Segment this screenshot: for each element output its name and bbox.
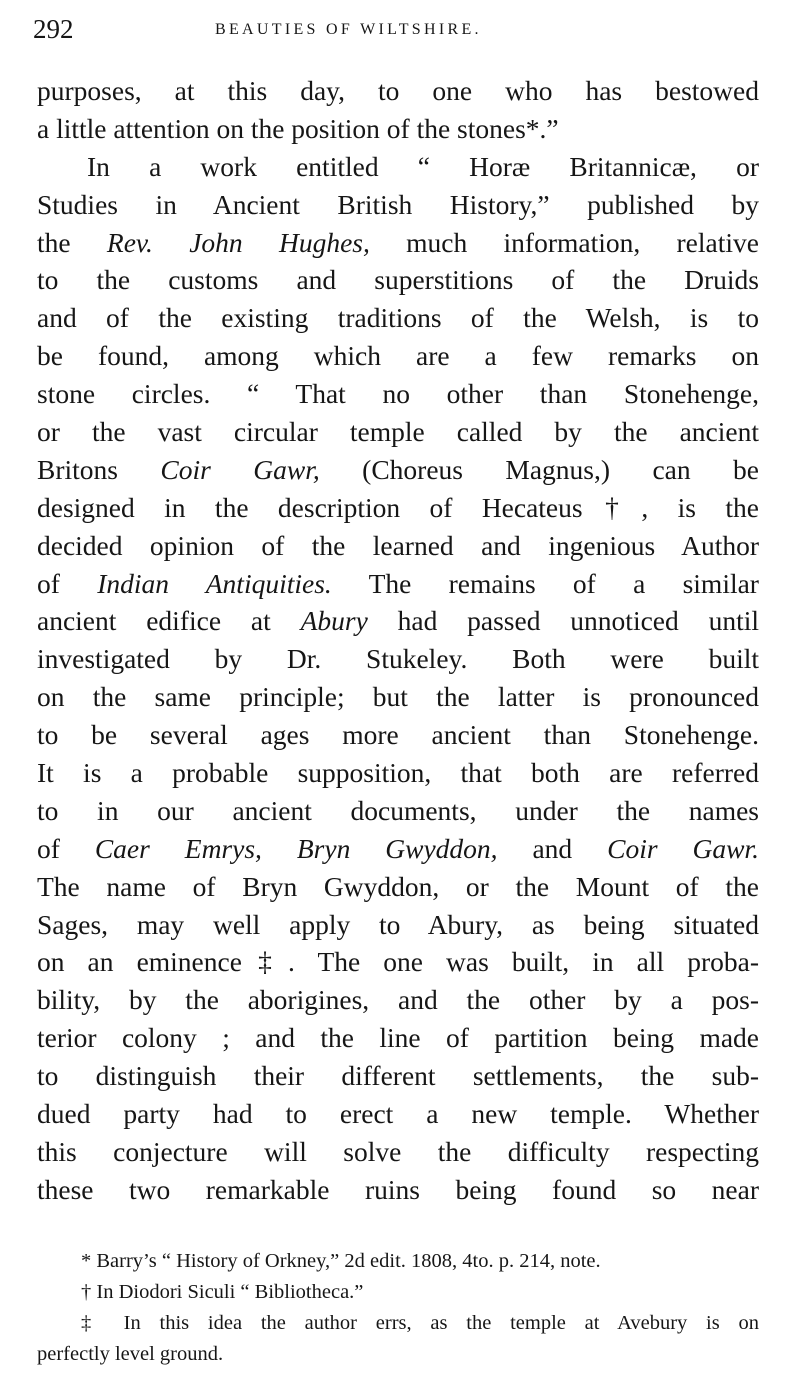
text-segment: and of the existing traditions of the Welsh, is to [37, 302, 759, 334]
body-text [37, 72, 759, 1209]
text-segment: In a work entitled “ Horæ Britannicæ, or [87, 150, 759, 182]
text-line [37, 1171, 759, 1209]
text-line [37, 868, 759, 906]
text-segment: be found, among which are a few remarks on [37, 340, 759, 372]
text-line [37, 375, 759, 413]
text-segment: to the customs and superstitions of the Druids [37, 264, 759, 296]
text-segment: stone circles. “ That no other than Stonehenge, [37, 378, 759, 410]
text-segment: of [37, 832, 95, 864]
italic-text: Bryn Gwyddon, [296, 832, 498, 864]
text-segment: and [497, 832, 608, 864]
text-line [37, 489, 759, 527]
text-line [37, 1057, 759, 1095]
text-segment: ancient edifice at [37, 605, 301, 637]
text-segment: bility, by the aborigines, and the other by a pos- [37, 984, 759, 1016]
text-line [37, 110, 759, 148]
text-segment: of [37, 567, 98, 599]
text-segment: The remains of a similar [331, 567, 759, 599]
italic-text: Abury [300, 605, 368, 637]
text-segment: on the same principle; but the latter is pronounced [37, 681, 759, 713]
text-segment: to distinguish their different settlements, the sub- [37, 1060, 759, 1092]
text-line [37, 602, 759, 640]
text-line [37, 640, 759, 678]
text-segment: Britons [37, 453, 161, 485]
italic-text: Coir Gawr, [160, 453, 320, 485]
text-line [37, 906, 759, 944]
text-segment: (Choreus Magnus,) can be [319, 453, 760, 485]
text-line [37, 299, 759, 337]
text-segment: purposes, at this day, to one who has bestowed [37, 75, 759, 106]
text-line [37, 830, 759, 868]
text-line [37, 1019, 759, 1057]
text-segment: The name of Bryn Gwyddon, or the Mount of the [37, 870, 759, 902]
text-line [37, 754, 759, 792]
text-segment: much information, relative [369, 226, 759, 258]
italic-text: Indian Antiquities. [97, 567, 332, 599]
text-segment: dued party had to erect a new temple. Whether [37, 1098, 759, 1130]
text-segment: these two remarkable ruins being found so near [37, 1173, 759, 1205]
text-segment: Sages, may well apply to Abury, as being situated [37, 908, 759, 940]
text-line [37, 981, 759, 1019]
text-line [37, 716, 759, 754]
running-title: BEAUTIES OF WILTSHIRE. [215, 21, 482, 38]
text-line [37, 565, 759, 603]
text-line [37, 186, 759, 224]
text-line [37, 451, 759, 489]
text-segment: designed in the description of Hecateus†, is the [37, 491, 759, 523]
italic-text: Caer Emrys, [94, 832, 262, 864]
text-line [37, 527, 759, 565]
text-segment: on an eminence‡. The one was built, in all proba- [37, 946, 759, 978]
footnote-continuation: perfectly level ground. [37, 1343, 224, 1365]
text-line [37, 72, 759, 110]
footnote: † In Diodori Siculi “ Bibliotheca.” [81, 1281, 364, 1303]
text-segment: Studies in Ancient British History,” published by [37, 188, 759, 220]
text-segment [262, 833, 297, 864]
footnotes [37, 1246, 759, 1370]
text-segment: terior colony ; and the line of partition being made [37, 1022, 759, 1054]
text-segment: to in our ancient documents, under the names [37, 794, 759, 826]
text-segment: decided opinion of the learned and ingenious Author [37, 529, 759, 561]
page-number: 292 [33, 14, 74, 44]
text-line [37, 792, 759, 830]
text-line [37, 943, 759, 981]
text-line [37, 678, 759, 716]
text-segment: It is a probable supposition, that both are referred [37, 757, 759, 789]
text-segment: to be several ages more ancient than Stonehenge. [37, 719, 759, 751]
text-segment: a little attention on the position of the stones*.” [37, 112, 559, 144]
text-line [37, 261, 759, 299]
text-segment: investigated by Dr. Stukeley. Both were built [37, 643, 759, 675]
text-segment: had passed unnoticed until [367, 605, 759, 637]
text-line [37, 148, 759, 186]
text-segment: the [37, 226, 107, 258]
footnote: * Barry’s “ History of Orkney,” 2d edit. 1808, 4to. p. 214, note. [81, 1250, 601, 1272]
footnote: ‡ In this idea the author errs, as the temple at Avebury is on [81, 1312, 759, 1334]
text-segment: or the vast circular temple called by the ancient [37, 416, 759, 448]
italic-text: Coir Gawr. [607, 832, 759, 864]
italic-text: Rev. John Hughes, [106, 226, 370, 258]
text-line [37, 1133, 759, 1171]
text-line [37, 413, 759, 451]
text-line [37, 337, 759, 375]
text-line [37, 224, 759, 262]
text-line [37, 1095, 759, 1133]
text-segment: this conjecture will solve the difficulty respecting [37, 1135, 759, 1167]
